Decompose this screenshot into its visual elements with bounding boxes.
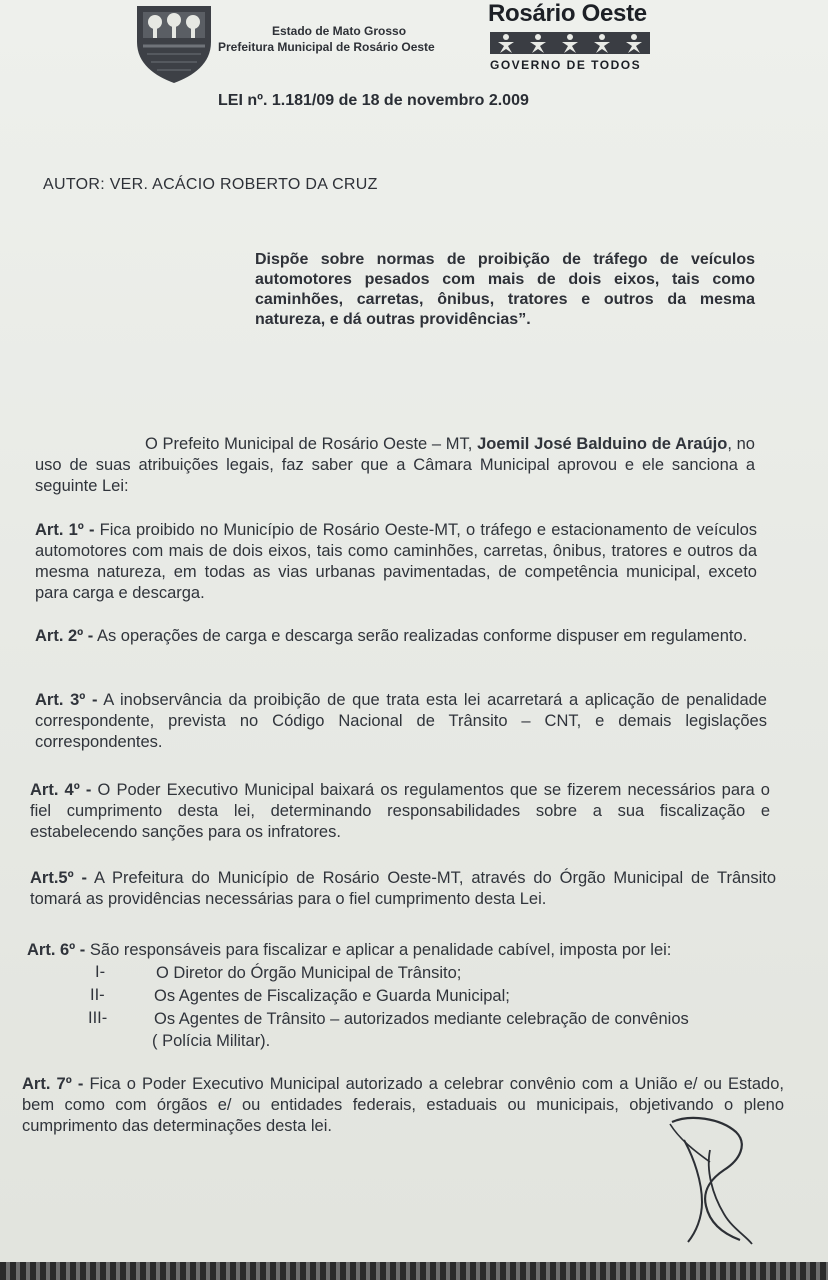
logo-title: Rosário Oeste <box>488 0 647 27</box>
law-summary: Dispõe sobre normas de proibição de tráfego de veículos automotores pesados com mais de dois eixos, tais como caminhões, carretas, ônibus, tratores e outros da mesma natureza, e dá outras providências”. <box>255 251 755 328</box>
list-item: Os Agentes de Trânsito – autorizados mediante celebração de convênios <box>154 1010 689 1028</box>
article-1 <box>35 520 757 604</box>
mayor-name: Joemil José Balduino de Araújo <box>477 435 728 453</box>
logo-slogan: GOVERNO DE TODOS <box>490 58 642 72</box>
municipal-crest-icon <box>133 2 215 84</box>
item-number: II- <box>90 986 105 1004</box>
preamble-text: O Prefeito Municipal de Rosário Oeste – MT, <box>145 435 478 453</box>
logo-figures-icon <box>490 32 650 54</box>
article-text: Fica o Poder Executivo Municipal autorizado a celebrar convênio com a União e/ ou Estado, bem como com órgãos e/ ou entidades federais, estaduais ou municipais, objetivando o pleno cumprimento das determinações desta lei. <box>22 1075 784 1135</box>
item-number: III- <box>88 1009 108 1027</box>
rosario-oeste-logo <box>488 0 658 74</box>
state-name: Estado de Mato Grosso <box>272 24 407 38</box>
list-item: ( Polícia Militar). <box>152 1032 271 1050</box>
article-2 <box>35 626 763 647</box>
article-text: A Prefeitura do Município de Rosário Oeste-MT, através do Órgão Municipal de Trânsito tomará as providências necessárias para o fiel cumprimento desta Lei. <box>30 869 776 908</box>
article-label: Art.5º - <box>30 869 88 887</box>
article-5 <box>30 868 776 910</box>
article-text: As operações de carga e descarga serão realizadas conforme dispuser em regulamento. <box>93 627 748 645</box>
signature-icon <box>650 1110 760 1250</box>
article-label: Art. 1º - <box>35 521 95 539</box>
article-4 <box>30 780 770 843</box>
item-number: I- <box>95 963 106 981</box>
article-text: A inobservância da proibição de que trata esta lei acarretará a aplicação de penalidade correspondente, prevista no Código Nacional de Trânsito – CNT, e demais legislações correspondentes. <box>35 691 767 751</box>
article-label: Art. 6º - <box>27 941 86 959</box>
article-label: Art. 4º - <box>30 781 92 799</box>
list-item: Os Agentes de Fiscalização e Guarda Municipal; <box>154 987 510 1005</box>
article-label: Art. 3º - <box>35 691 98 709</box>
preamble-text-end: , no uso de suas atribuições legais, faz saber que a Câmara Municipal aprovou e ele sanciona a seguinte Lei: <box>35 435 755 495</box>
preamble <box>35 434 755 497</box>
law-author: AUTOR: VER. ACÁCIO ROBERTO DA CRUZ <box>43 176 378 193</box>
article-text: O Poder Executivo Municipal baixará os regulamentos que se fizerem necessários para o fiel cumprimento desta lei, determinando responsabilidades sobre a sua fiscalização e estabelecendo sanções para os infratores. <box>30 781 770 841</box>
article-text: São responsáveis para fiscalizar e aplicar a penalidade cabível, imposta por lei: <box>85 941 672 959</box>
article-text: Fica proibido no Município de Rosário Oeste-MT, o tráfego e estacionamento de veículos automotores com mais de dois eixos, tais como caminhões, carretas, ônibus, tratores e outros da mesma natureza, em todas as vias urbanas pavimentadas, de competência municipal, exceto para carga e descarga. <box>35 521 757 602</box>
article-6 <box>27 940 777 961</box>
list-item: O Diretor do Órgão Municipal de Trânsito; <box>156 964 462 982</box>
article-3 <box>35 690 767 753</box>
law-title: LEI nº. 1.181/09 de 18 de novembro 2.009 <box>218 92 529 109</box>
article-label: Art. 7º - <box>22 1075 84 1093</box>
article-label: Art. 2º - <box>35 627 94 645</box>
bottom-edge <box>0 1262 828 1280</box>
prefeitura-name: Prefeitura Municipal de Rosário Oeste <box>218 40 435 54</box>
